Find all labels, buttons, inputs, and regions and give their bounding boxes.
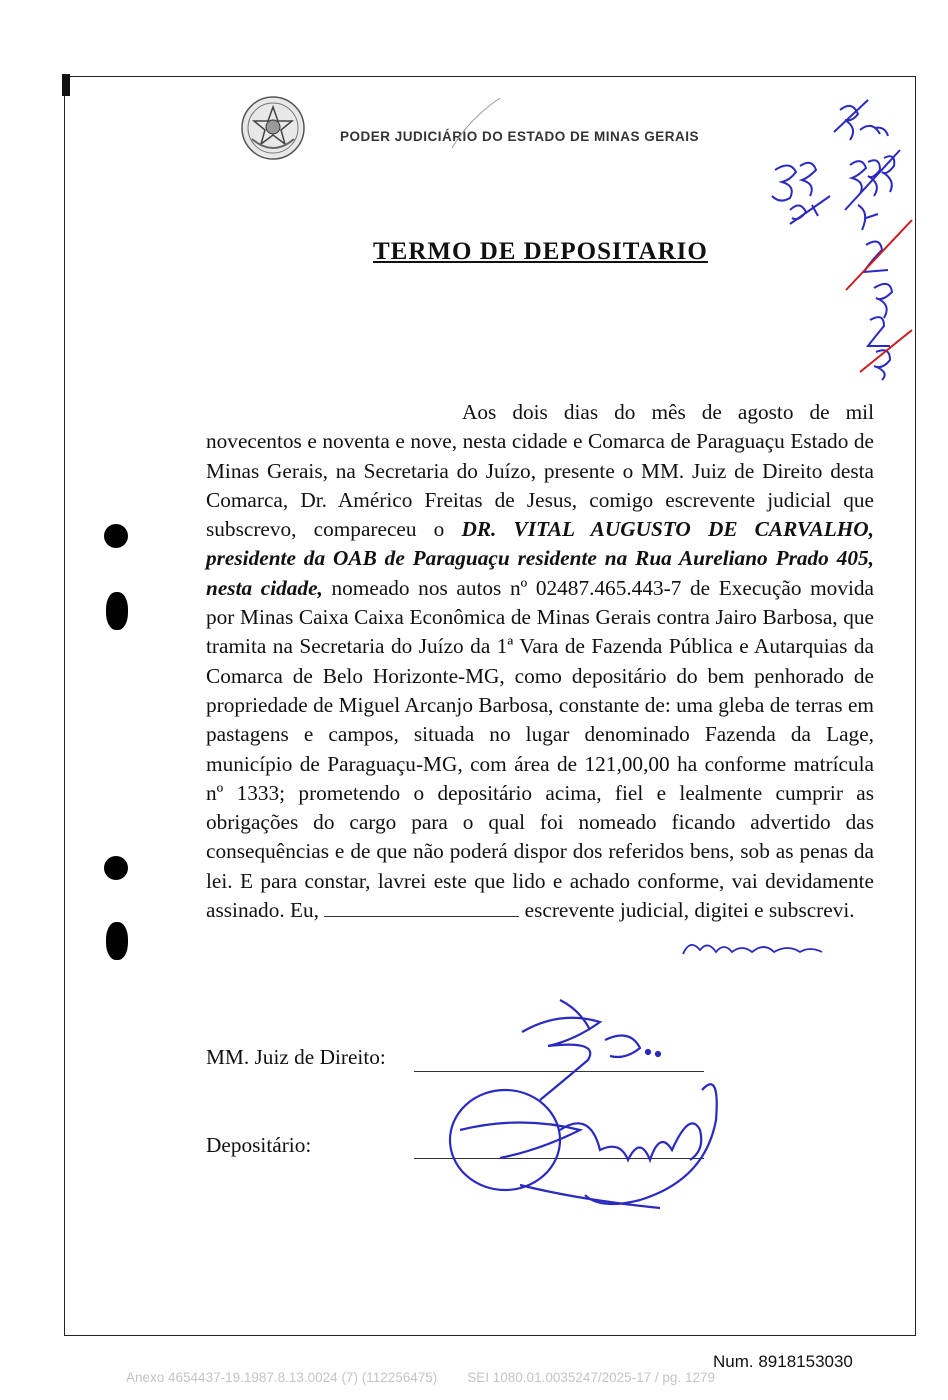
depositary-signature	[450, 1084, 717, 1208]
document-title: TERMO DE DEPOSITARIO	[373, 238, 708, 265]
clerk-signature	[683, 945, 822, 954]
institution-header: PODER JUDICIÁRIO DO ESTADO DE MINAS GERAIS	[340, 129, 700, 144]
judge-signature	[522, 1000, 660, 1100]
paragraph-closing: escrevente judicial, digitei e subscrevi.	[524, 898, 855, 923]
document-number-stamp: Num. 8918153030	[713, 1352, 853, 1371]
margin-page-number-388	[845, 150, 900, 230]
margin-page-number-383	[772, 163, 830, 224]
footer-reference	[126, 1370, 715, 1385]
paragraph-rest: nomeado nos autos nº 02487.465.443-7 de Execução movida por Minas Caixa Caixa Econômica de Minas Gerais contra Jairo Barbosa, que tramita na Secretaria do Juízo da 1ª Vara de Fazenda Pública e Autarquias da Comarca de Belo Horizonte-MG, como depositário do bem penhorado de propriedade de Miguel Arcanjo Barbosa, constante de: uma gleba de terras em pastagens e campos, situada no lugar denominado Fazenda da Lage, município de Paraguaçu-MG, com área de 121,00,00 ha conforme matrícula nº 1333; prometendo o depositário acima, fiel e lealmente cumprir as obrigações do cargo para o qual foi nomeado ficando advertido das consequências e de que não poderá dispor dos referidos bens, sob as penas da lei. E para constar, lavrei este que lido e achado conforme, vai devidamente assinado. Eu,	[206, 575, 874, 923]
margin-page-number-top	[834, 100, 888, 140]
depositary-label: Depositário:	[206, 1133, 312, 1157]
paragraph-intro: Aos dois dias do mês de agosto de mil novecentos e noventa e nove, nesta cidade e Comarca de Paraguaçu Estado de Minas Gerais, na Secretaria do Juízo, presente o MM. Juiz de Direito desta Comarca, Dr. Américo Freitas de Jesus, comigo escrevente judicial que subscrevo, compareceu o	[206, 400, 874, 542]
judge-label: MM. Juiz de Direito:	[206, 1045, 386, 1069]
footer-annex: Anexo 4654437-19.1987.8.13.0024 (7) (112256475)	[126, 1370, 438, 1385]
margin-page-number-288	[860, 317, 912, 380]
footer-sei: SEI 1080.01.0035247/2025-17 / pg. 1279	[467, 1370, 715, 1385]
pen-stroke	[452, 98, 500, 148]
depositary-emphasis: DR. VITAL AUGUSTO DE CARVALHO, presidente da OAB de Paraguaçu residente na Rua Aureliano Prado 405, nesta cidade,	[206, 517, 875, 600]
margin-page-number-287	[846, 220, 912, 318]
